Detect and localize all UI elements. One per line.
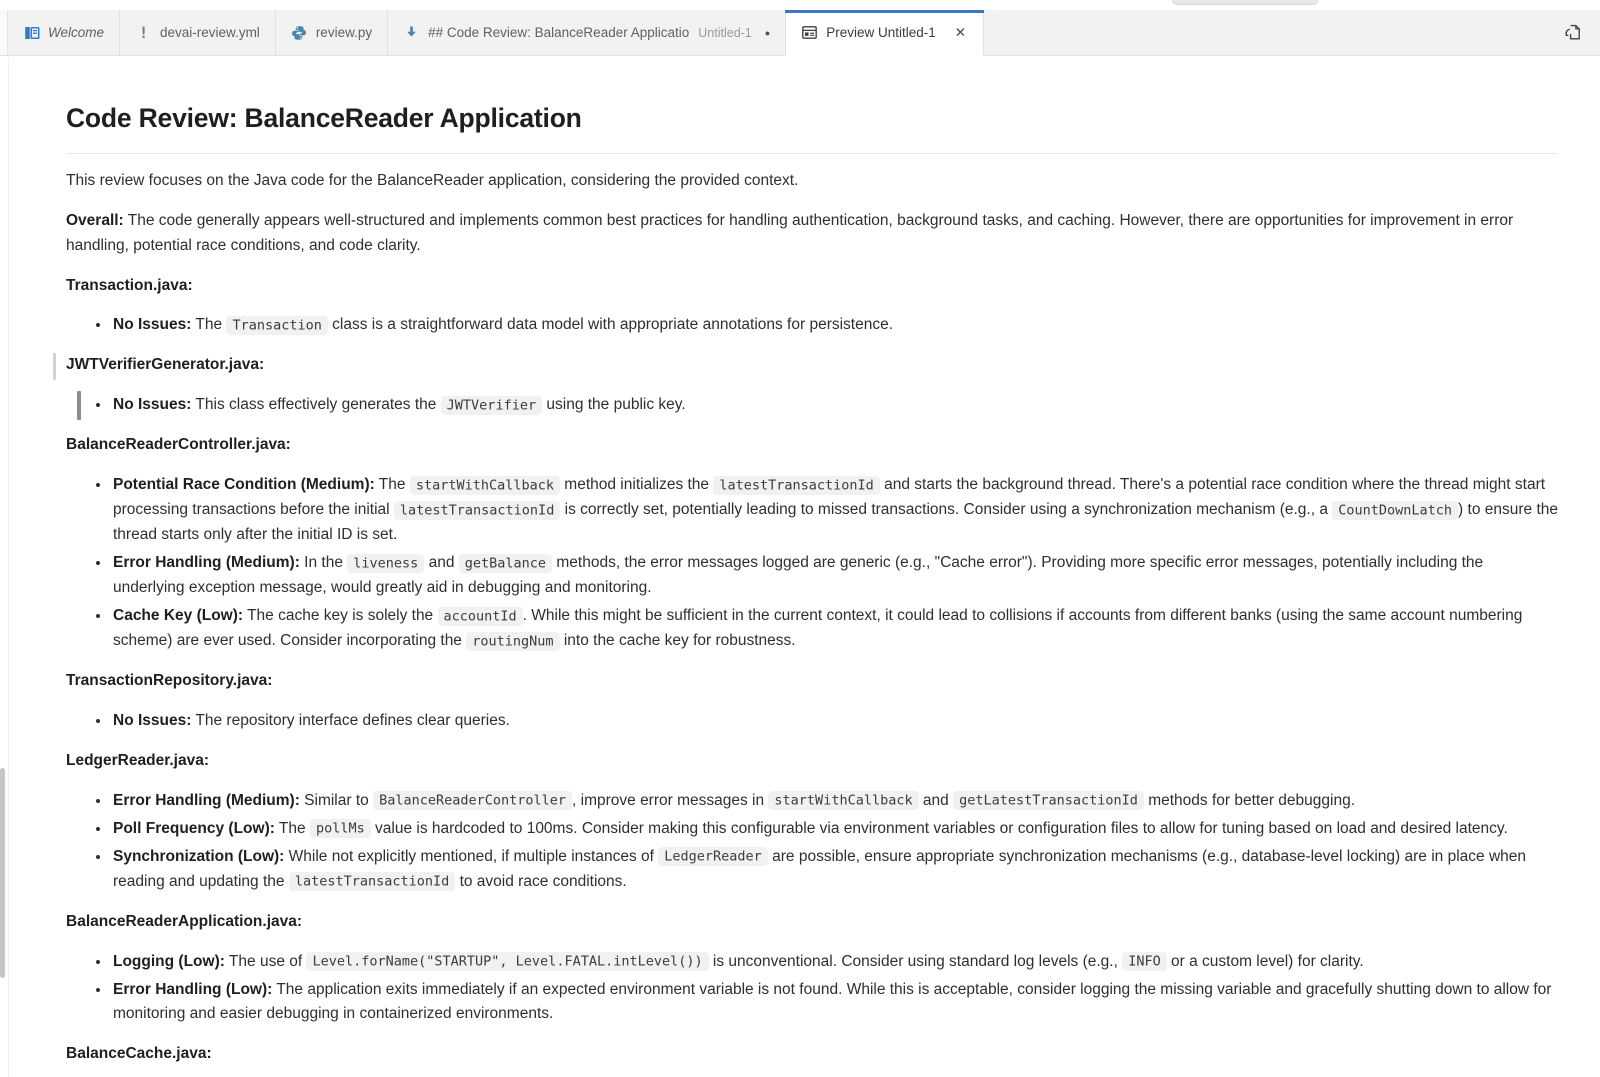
bold-text: Potential Race Condition (Medium): xyxy=(113,476,375,494)
issue-list xyxy=(66,313,1558,338)
file-section-heading xyxy=(66,749,1558,774)
issue-list-item: • Error Handling (Low): The application exits immediately if an expected environment variable is not found. While this is acceptable, consider logging the missing variable and gracefully shutting down to allow for monitoring and easier debugging in containerized environments. xyxy=(111,978,1558,1028)
inline-code: LedgerReader xyxy=(658,847,768,866)
bold-text: Logging (Low): xyxy=(113,952,225,970)
show-source-icon[interactable] xyxy=(1560,20,1585,45)
issue-list-item: • Cache Key (Low): The cache key is solely the accountId . While this might be sufficient in the current context, it could lead to collisions if accounts from different banks (using the same account numbering scheme) are ever used. Consider incorporating the routingNum into the cache key for robustness. xyxy=(111,604,1558,654)
markdown-preview-content xyxy=(0,57,1600,1077)
tab-devai-review-yml[interactable] xyxy=(120,10,276,55)
bold-text: TransactionRepository.java: xyxy=(66,671,273,689)
inline-code: CountDownLatch xyxy=(1332,501,1458,520)
preview-icon xyxy=(801,24,818,41)
welcome-icon xyxy=(23,24,40,41)
tab-label: devai-review.yml xyxy=(160,25,260,40)
modified-dot-icon: ● xyxy=(764,27,771,38)
tab-label: Preview Untitled-1 xyxy=(826,25,936,40)
tab-preview-untitled-1[interactable] xyxy=(786,10,984,56)
bold-text: No Issues: xyxy=(113,711,192,729)
bold-text: JWTVerifierGenerator.java: xyxy=(66,356,265,374)
issue-list-item: • Potential Race Condition (Medium): The startWithCallback method initializes the latestTransactionId and starts the background thread. There's a potential race condition where the thread might start processing transactions before the initial latestTransactionId is correctly set, potentially leading to missed transactions. Consider using a synchronization mechanism (e.g., a CountDownLatch ) to ensure the thread starts only after the initial ID is set. xyxy=(111,473,1558,548)
inline-code: liveness xyxy=(347,554,424,573)
issue-list xyxy=(66,709,1558,734)
bold-text: Error Handling (Medium): xyxy=(113,791,300,809)
tab-review-py[interactable] xyxy=(276,10,388,55)
bold-text: Overall: xyxy=(66,211,124,229)
issue-list-item: • Synchronization (Low): While not explicitly mentioned, if multiple instances of LedgerReader are possible, ensure appropriate synchronization mechanisms (e.g., database-level locking) are in place when reading and updating the latestTransactionId to avoid race conditions. xyxy=(111,845,1558,895)
inline-code: Transaction xyxy=(226,316,327,335)
inline-code: accountId xyxy=(438,607,523,626)
inline-code: routingNum xyxy=(466,632,559,651)
bold-text: Cache Key (Low): xyxy=(113,607,244,625)
file-section-heading xyxy=(66,274,1558,299)
inline-code: latestTransactionId xyxy=(394,501,560,520)
inline-code: BalanceReaderController xyxy=(373,791,572,810)
bold-text: Transaction.java: xyxy=(66,276,193,294)
editor-left-edge xyxy=(8,57,9,1077)
bold-text: BalanceCache.java: xyxy=(66,1045,212,1063)
issue-list-item: • No Issues: The Transaction class is a straightforward data model with appropriate annotations for persistence. xyxy=(111,313,1558,338)
inline-code: getLatestTransactionId xyxy=(953,791,1144,810)
bold-text: Error Handling (Low): xyxy=(113,980,273,998)
markdown-icon xyxy=(403,24,420,41)
floating-widget-edge xyxy=(1172,0,1318,5)
tab-label: Welcome xyxy=(48,25,105,40)
document-title: Code Review: BalanceReader Application xyxy=(66,97,1558,154)
bold-text: Error Handling (Medium): xyxy=(113,554,300,572)
inline-code: startWithCallback xyxy=(410,476,560,495)
issue-list-item: • No Issues: The repository interface defines clear queries. xyxy=(111,709,1558,734)
tab-label: review.py xyxy=(315,25,373,40)
window-top-strip xyxy=(0,0,1600,10)
file-section-heading xyxy=(66,433,1558,458)
inline-code: startWithCallback xyxy=(768,791,918,810)
inline-code: latestTransactionId xyxy=(713,476,879,495)
tab-label: ## Code Review: BalanceReader Applicatio xyxy=(428,25,690,40)
issue-list-item: • Poll Frequency (Low): The pollMs value is hardcoded to 100ms. Consider making this configurable via environment variables or configuration files to allow for tuning based on load and desired latency. xyxy=(111,817,1558,842)
issue-list-item: • Error Handling (Medium): Similar to BalanceReaderController , improve error messages in startWithCallback and getLatestTransactionId methods for better debugging. xyxy=(111,789,1558,814)
tab-bar-gutter xyxy=(0,10,8,55)
file-section-heading xyxy=(66,669,1558,694)
tab-detail: Untitled-1 xyxy=(698,25,752,40)
file-section-heading xyxy=(66,1042,1558,1067)
editor-tab-bar xyxy=(0,10,1600,56)
python-icon xyxy=(291,24,308,41)
bold-text: BalanceReaderApplication.java: xyxy=(66,912,303,930)
yaml-icon: ! xyxy=(138,22,149,42)
issue-list xyxy=(66,950,1558,1028)
inline-code: latestTransactionId xyxy=(289,872,455,891)
left-scrollbar-thumb[interactable] xyxy=(0,768,5,978)
paragraph: This review focuses on the Java code for the BalanceReader application, considering the provided context. xyxy=(66,171,799,189)
issue-list-item: • Error Handling (Medium): In the liveness and getBalance methods, the error messages logged are generic (e.g., "Cache error"). Providing more specific error messages, potentially including the underlying exception message, would greatly aid in debugging and monitoring. xyxy=(111,551,1558,601)
issue-list xyxy=(66,393,1558,418)
issue-list-item: • Logging (Low): The use of Level.forName("STARTUP", Level.FATAL.intLevel()) is unconventional. Consider using standard log levels (e.g., INFO or a custom level) for clarity. xyxy=(111,950,1558,975)
bold-text: Synchronization (Low): xyxy=(113,847,285,865)
inline-code: getBalance xyxy=(459,554,552,573)
issue-list-item: • No Issues: This class effectively generates the JWTVerifier using the public key. xyxy=(111,393,1558,418)
bold-text: BalanceReaderController.java: xyxy=(66,436,291,454)
bold-text: Poll Frequency (Low): xyxy=(113,819,275,837)
inline-code: INFO xyxy=(1122,952,1167,971)
bold-text: No Issues: xyxy=(113,316,192,334)
tab-strip xyxy=(8,10,984,55)
editor-actions xyxy=(1560,10,1600,55)
paragraph: Overall: The code generally appears well-structured and implements common best practices for handling authentication, background tasks, and caching. However, there are opportunities for improvement in error handling, potential race conditions, and code clarity. xyxy=(66,211,1514,254)
tab-welcome[interactable] xyxy=(8,10,120,55)
file-section-heading xyxy=(66,910,1558,935)
inline-code: Level.forName("STARTUP", Level.FATAL.intLevel()) xyxy=(306,952,708,971)
issue-list xyxy=(66,473,1558,654)
inline-code: JWTVerifier xyxy=(441,396,542,415)
issue-list xyxy=(66,789,1558,895)
bold-text: LedgerReader.java: xyxy=(66,751,210,769)
bold-text: No Issues: xyxy=(113,396,192,414)
tab-code-review-untitled-1[interactable] xyxy=(388,10,786,55)
inline-code: pollMs xyxy=(310,819,371,838)
file-section-heading xyxy=(66,353,1558,378)
close-icon[interactable]: ✕ xyxy=(954,24,967,40)
